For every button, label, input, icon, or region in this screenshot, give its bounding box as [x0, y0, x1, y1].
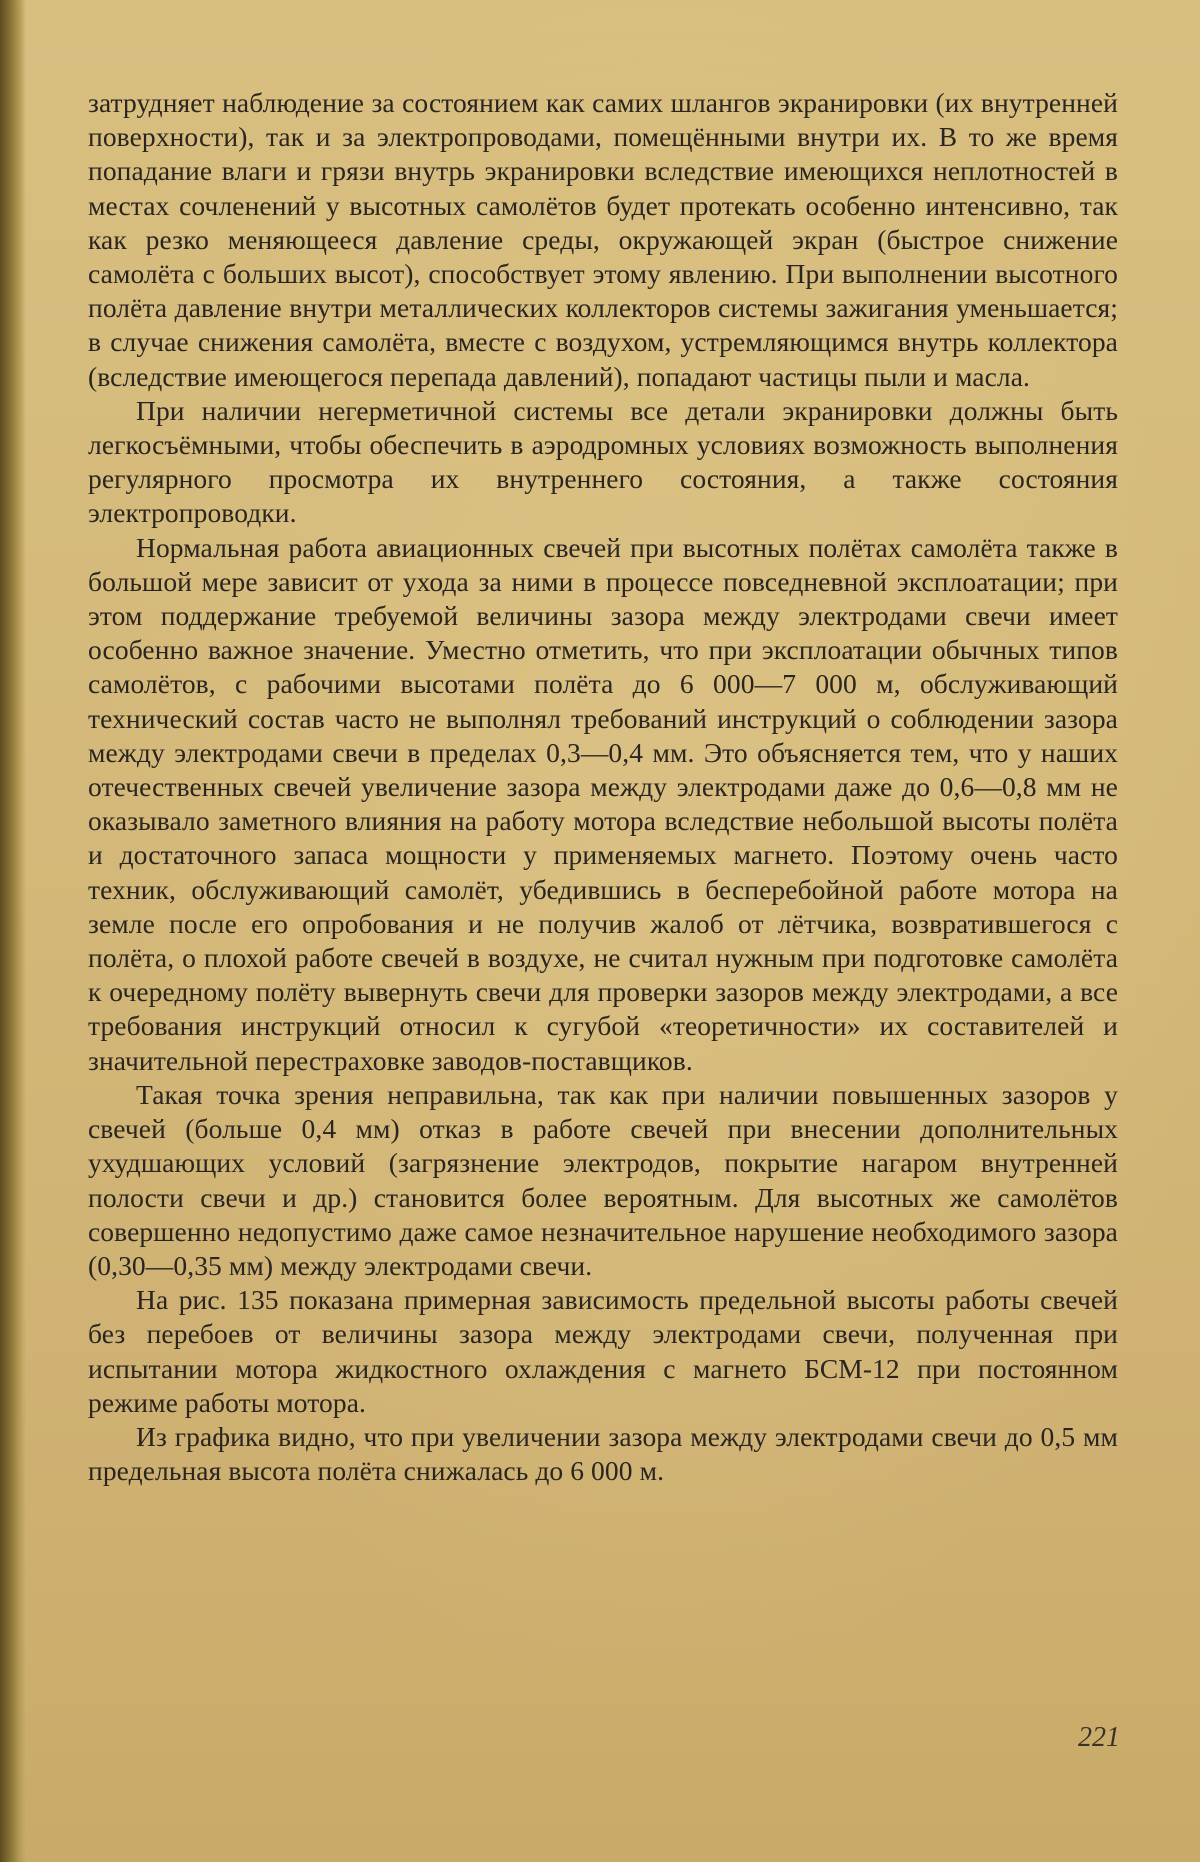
page-body: [88, 86, 1118, 1488]
paragraph-1: затрудняет наблюдение за состоянием как самих шлангов экранировки (их внутренней поверхности), так и за электропроводами, помещёнными внутри их. В то же время попадание влаги и грязи внутрь экранировки вследствие имеющихся неплотностей в местах сочленений у высотных самолётов будет протекать особенно интенсивно, так как резко меняющееся давление среды, окружающей экран (быстрое снижение самолёта с больших высот), способствует этому явлению. При выполнении высотного полёта давление внутри металлических коллекторов системы зажигания уменьшается; в случае снижения самолёта, вместе с воздухом, устремляющимся внутрь коллектора (вследствие имеющегося перепада давлений), попадают частицы пыли и масла.: [88, 87, 1118, 392]
book-spine-shadow: [0, 0, 26, 1862]
paragraph-3: Нормальная работа авиационных свечей при высотных полётах самолёта также в большой мере зависит от ухода за ними в процессе повседневной эксплоатации; при этом поддержание требуемой величины зазора между электродами свечи имеет особенно важное значение. Уместно отметить, что при эксплоатации обычных типов самолётов, с рабочими высотами полёта до 6 000—7 000 м, обслуживающий технический состав часто не выполнял требований инструкций о соблюдении зазора между электродами свечи в пределах 0,3—0,4 мм. Это объясняется тем, что у наших отечественных свечей увеличение зазора между электродами даже до 0,6—0,8 мм не оказывало заметного влияния на работу мотора вследствие небольшой высоты полёта и достаточного запаса мощности у применяемых магнето. Поэтому очень часто техник, обслуживающий самолёт, убедившись в бесперебойной работе мотора на земле после его опробования и не получив жалоб от лётчика, возвратившегося с полёта, о плохой работе свечей в воздухе, не считал нужным при подготовке самолёта к очередному полёту вывернуть свечи для проверки зазоров между электродами, а все требования инструкций относил к сугубой «теоретичности» их составителей и значительной перестраховке заводов-поставщиков.: [88, 531, 1118, 1076]
paragraph-4: Такая точка зрения неправильна, так как при наличии повышенных зазоров у свечей (больше 0,4 мм) отказ в работе свечей при внесении дополнительных ухудшающих условий (загрязнение электродов, покрытие нагаром внутренней полости свечи и др.) становится более вероятным. Для высотных же самолётов совершенно недопустимо даже самое незначительное нарушение необходимого зазора (0,30—0,35 мм) между электродами свечи.: [88, 1078, 1118, 1281]
page-number: 221: [1078, 1722, 1120, 1753]
paragraph-5: На рис. 135 показана примерная зависимость предельной высоты работы свечей без перебоев от величины зазора между электродами свечи, полученная при испытании мотора жидкостного охлаждения с магнето БСМ-12 при постоянном режиме работы мотора.: [88, 1284, 1118, 1418]
paragraph-6: Из графика видно, что при увеличении зазора между электродами свечи до 0,5 мм предельная высота полёта снижалась до 6 000 м.: [88, 1420, 1118, 1487]
paragraph-2: При наличии негерметичной системы все детали экранировки должны быть легкосъёмными, чтобы обеспечить в аэродромных условиях возможность выполнения регулярного просмотра их внутреннего состояния, а также состояния электропроводки.: [88, 394, 1118, 529]
